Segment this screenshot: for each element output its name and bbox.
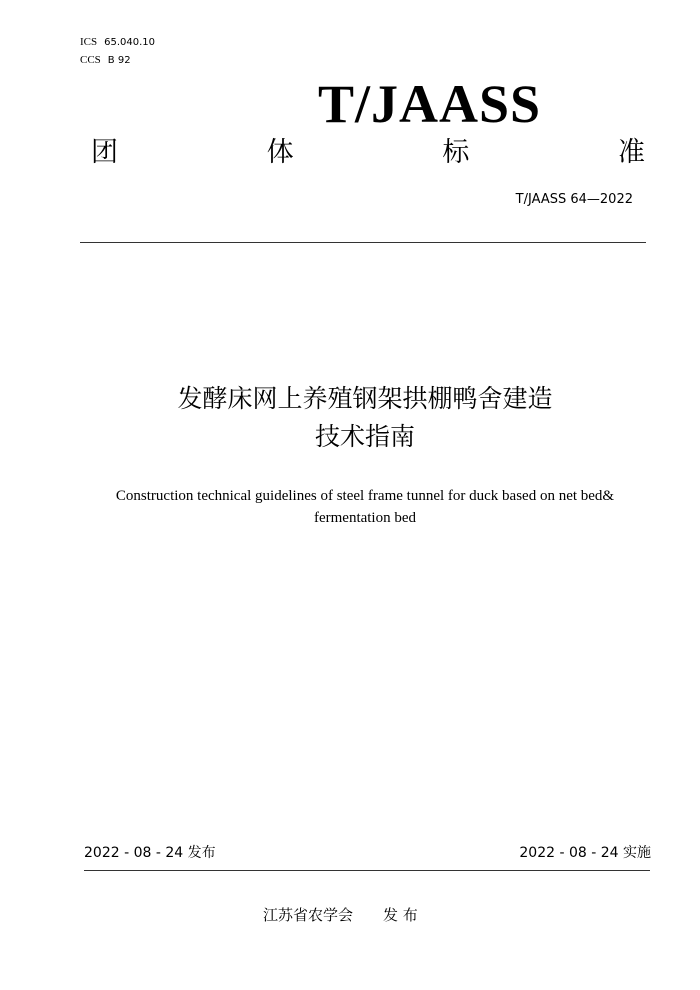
issuer-org: 江苏省农学会 — [263, 906, 354, 924]
ccs-value: B 92 — [107, 55, 131, 66]
ics-value: 65.040.10 — [104, 37, 156, 48]
footer-divider — [84, 870, 650, 871]
issuer — [263, 904, 418, 926]
title-en-line1: Construction technical guidelines of steel frame tunnel for duck based on net bed& — [115, 488, 615, 504]
standard-type-char: 标 — [442, 137, 470, 168]
document-title-en — [60, 485, 670, 529]
standard-type — [91, 136, 645, 170]
header-divider — [80, 242, 646, 243]
standard-number: T/JAASS 64—2022 — [515, 192, 633, 207]
title-en-line2: fermentation bed — [313, 510, 417, 526]
implement-date: 2022 - 08 - 24 实施 — [519, 845, 651, 861]
document-title-zh — [0, 380, 700, 456]
standard-type-char: 体 — [266, 137, 294, 168]
issuer-action: 发 布 — [383, 906, 418, 924]
issue-date: 2022 - 08 - 24 发布 — [84, 845, 216, 861]
title-zh-line1: 发酵床网上养殖钢架拱棚鸭舍建造 — [177, 384, 553, 413]
standard-type-char: 准 — [617, 137, 645, 168]
ics-label: ICS — [80, 36, 98, 48]
ccs-label: CCS — [80, 54, 101, 66]
ccs-code — [80, 53, 131, 68]
standard-logo: T/JAASS — [318, 74, 542, 134]
standard-type-char: 团 — [91, 137, 118, 168]
title-zh-line2: 技术指南 — [314, 422, 415, 451]
ics-code — [80, 35, 155, 50]
